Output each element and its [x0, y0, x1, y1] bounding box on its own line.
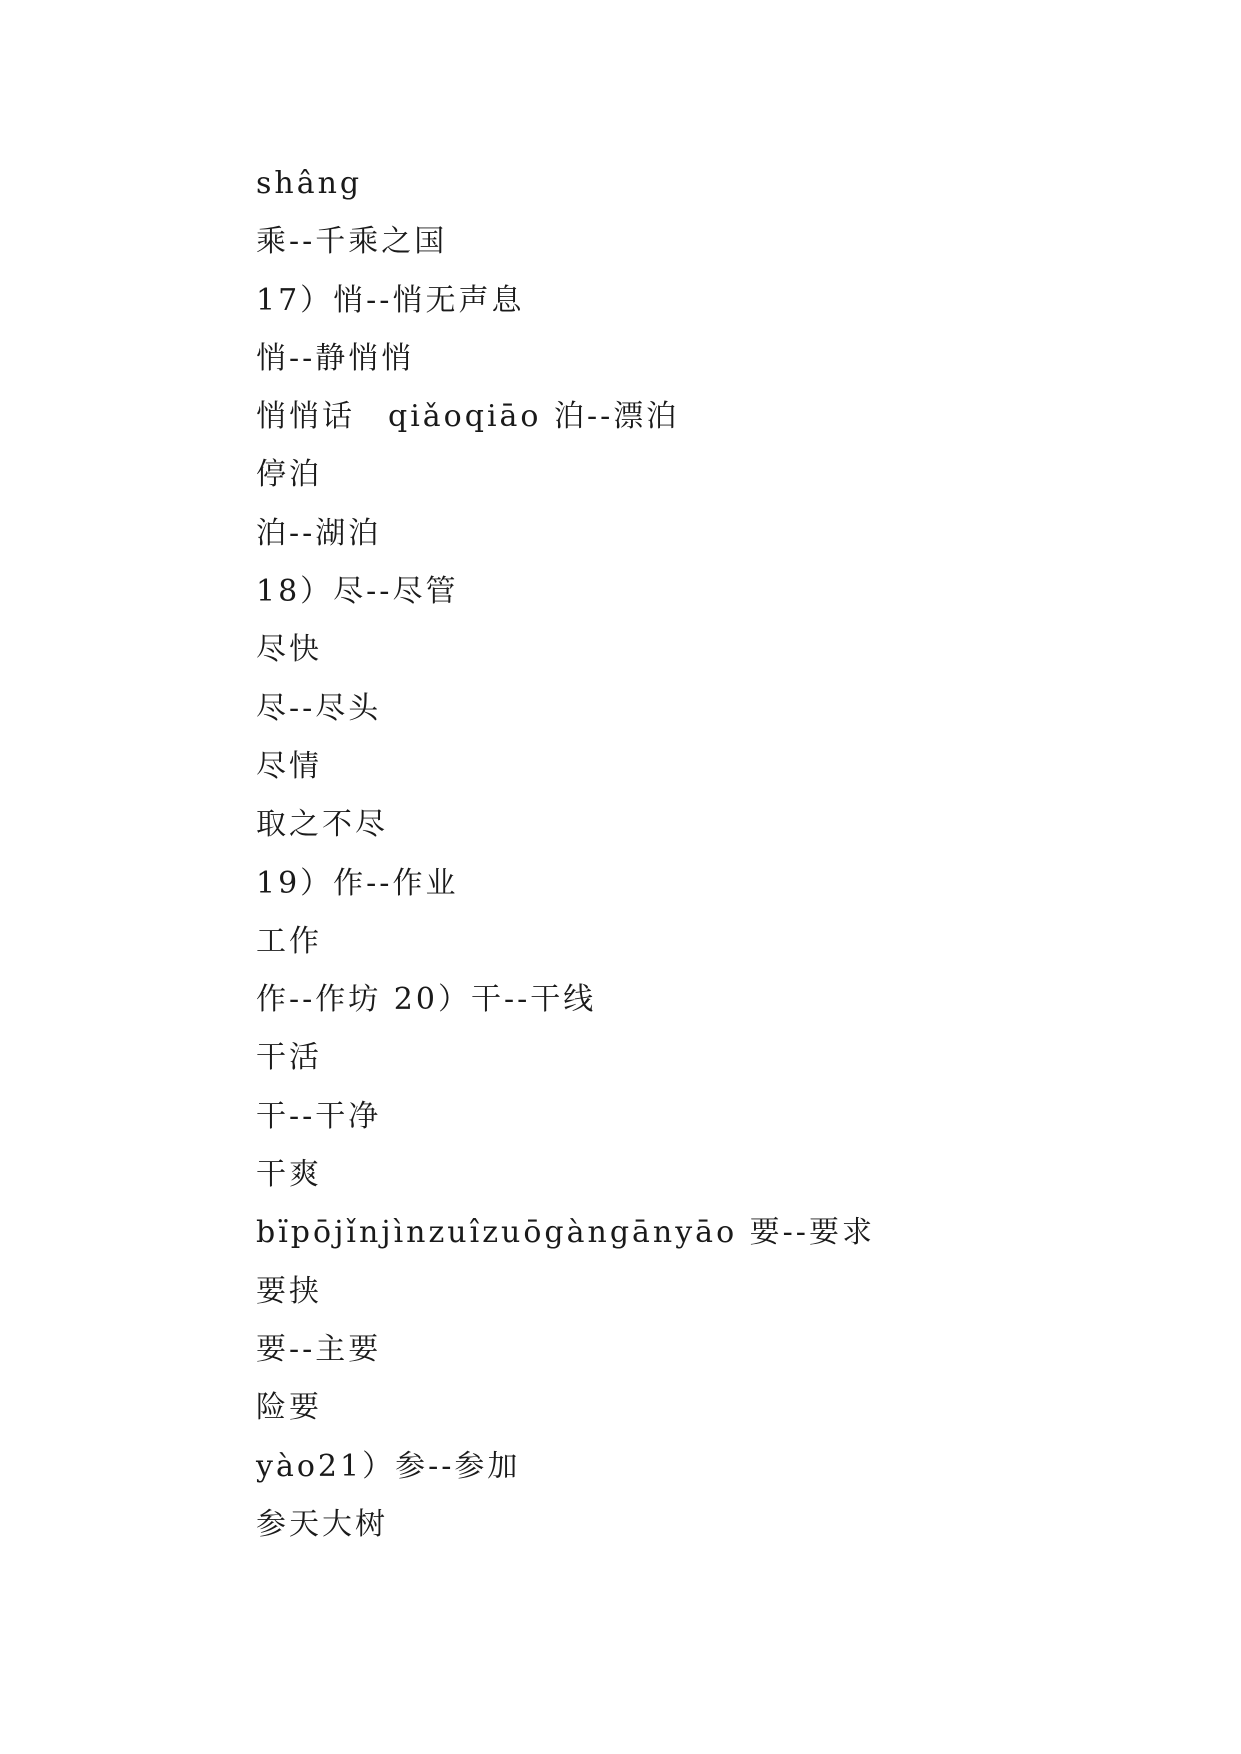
text-block: [256, 164, 875, 1563]
text-line: 乘--千乘之国: [256, 224, 448, 260]
text-line: 干--干净: [256, 1098, 382, 1134]
text-line: 尽--尽头: [256, 690, 382, 726]
text-line: 尽情: [256, 748, 322, 784]
text-line: 19）作--作业: [256, 865, 459, 901]
text-line: 尽快: [256, 632, 322, 668]
text-line: 参天大树: [256, 1506, 388, 1542]
text-line: 作--作坊 20）干--干线: [256, 982, 597, 1018]
text-line: 取之不尽: [256, 807, 388, 843]
text-line: 泊--湖泊: [256, 515, 382, 551]
text-line: 干活: [256, 1040, 322, 1076]
text-line: 要--主要: [256, 1331, 382, 1367]
text-line: bïpōjǐnjìnzuîzuōgàngānyāo 要--要求: [256, 1215, 875, 1251]
text-line: 要挟: [256, 1273, 322, 1309]
text-line: yào21）参--参加: [256, 1448, 521, 1484]
text-line: 17）悄--悄无声息: [256, 282, 525, 318]
text-line: 悄悄话 qiǎoqiāo 泊--漂泊: [256, 399, 680, 435]
text-line: 工作: [256, 923, 322, 959]
text-line: 18）尽--尽管: [256, 574, 459, 610]
text-line: 悄--静悄悄: [256, 340, 415, 376]
text-line: 险要: [256, 1390, 322, 1426]
text-line: 停泊: [256, 457, 322, 493]
text-line: 干爽: [256, 1157, 322, 1193]
text-line: shâng: [256, 166, 363, 201]
